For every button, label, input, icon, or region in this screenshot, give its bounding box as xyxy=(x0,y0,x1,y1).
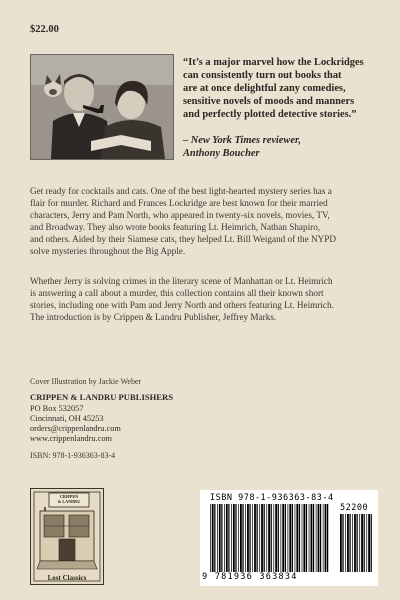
barcode-bar xyxy=(268,504,270,572)
quote-line: and perfectly plotted detective stories.” xyxy=(183,109,357,120)
text-line: stories, including one with Pam and Jerry North and others featuring Lt. Heimrich. xyxy=(30,300,334,310)
barcode-bar xyxy=(281,504,282,572)
barcode-bar xyxy=(221,504,222,572)
quote-line: sensitive novels of moods and manners xyxy=(183,96,355,107)
text-line: and Broadway. They also wrote books featuring Lt. Heimrich, Nathan Shapiro, xyxy=(30,222,321,232)
barcode-bar xyxy=(242,504,243,572)
barcode-bar xyxy=(340,514,342,572)
barcode-bar xyxy=(318,504,320,572)
barcode-bar xyxy=(261,504,263,572)
text-line: characters, Jerry and Pam North, who appeared in twenty-six novels, movies, TV, xyxy=(30,210,330,220)
barcode-bar xyxy=(226,504,228,572)
barcode-bar xyxy=(271,504,272,572)
barcode-bar xyxy=(368,514,370,572)
barcode-bar xyxy=(228,504,229,572)
publisher-email: orders@crippenlandru.com xyxy=(30,424,121,433)
barcode-bar xyxy=(289,504,291,572)
barcode-bar xyxy=(245,504,246,572)
barcode-bar xyxy=(285,504,286,572)
barcode-bar xyxy=(302,504,303,572)
text-line: The introduction is by Crippen & Landru Publisher, Jeffrey Marks. xyxy=(30,312,277,322)
barcode-bar xyxy=(217,504,218,572)
barcode-bar xyxy=(311,504,313,572)
barcode-bar xyxy=(303,504,305,572)
barcode-bar xyxy=(233,504,235,572)
barcode-bar xyxy=(240,504,242,572)
barcode-bar xyxy=(257,504,258,572)
attribution-line: – New York Times reviewer, xyxy=(183,135,302,146)
logo-caption: Lost Classics xyxy=(47,574,87,582)
barcode-bar xyxy=(273,504,274,572)
barcode-bar xyxy=(347,514,349,572)
text-line: Get ready for cocktails and cats. One of the best light-hearted mystery series has a xyxy=(30,186,332,196)
isbn-label: ISBN: 978-1-936363-83-4 xyxy=(30,451,116,460)
logo-sign xyxy=(51,494,87,504)
barcode-bar xyxy=(235,504,236,572)
barcode-bar xyxy=(295,504,296,572)
barcode-bar xyxy=(361,514,363,572)
description-paragraph-1 xyxy=(30,185,375,257)
barcode-bar xyxy=(327,504,328,572)
barcode-bar xyxy=(296,504,298,572)
barcode-bar xyxy=(231,504,232,572)
barcode-isbn: ISBN 978-1-936363-83-4 xyxy=(210,493,334,503)
barcode-bar xyxy=(345,514,346,572)
barcode-bar xyxy=(249,504,250,572)
barcode-bar xyxy=(288,504,289,572)
barcode-bar xyxy=(320,504,321,572)
barcode-bar xyxy=(366,514,367,572)
barcode-bar xyxy=(238,504,239,572)
publisher-block xyxy=(30,392,173,444)
barcode-bar xyxy=(266,504,267,572)
barcode-bar xyxy=(214,504,215,572)
attribution-line: Anthony Boucher xyxy=(183,148,260,159)
barcode-bar xyxy=(219,504,221,572)
review-quote xyxy=(183,56,383,121)
barcode-bar xyxy=(224,504,225,572)
barcode-bar xyxy=(323,504,324,572)
barcode-bar xyxy=(275,504,277,572)
barcode-bar xyxy=(349,514,350,572)
barcode-bar xyxy=(282,504,284,572)
barcode-bar xyxy=(364,514,365,572)
quote-line: can consistently turn out books that xyxy=(183,70,342,81)
barcode-bar xyxy=(352,514,353,572)
barcode-bar xyxy=(354,514,356,572)
text-line: Whether Jerry is solving crimes in the literary scene of Manhattan or Lt. Heimrich xyxy=(30,276,333,286)
description-paragraph-2 xyxy=(30,275,375,323)
text-line: flair for murder. Richard and Frances Lockridge are best known for their married xyxy=(30,198,328,208)
barcode-bar xyxy=(292,504,293,572)
logo-sign-line: CRIPPEN xyxy=(59,494,79,499)
barcode-bar xyxy=(359,514,360,572)
barcode-bar xyxy=(252,504,253,572)
text-line: is answering a call about a murder, this collection contains all their known short xyxy=(30,288,324,298)
barcode-bar xyxy=(247,504,249,572)
barcode-price-code: 52200 xyxy=(340,503,369,513)
text-line: solve mysteries throughout the Big Apple. xyxy=(30,246,186,256)
quote-attribution xyxy=(183,134,383,160)
text-line: and others. Aided by their Siamese cats, they helped Lt. Bill Weigand of the NYPD xyxy=(30,234,337,244)
lost-classics-logo xyxy=(30,488,104,585)
barcode-bar xyxy=(212,504,214,572)
quote-line: are at once delightful zany comedies, xyxy=(183,83,346,94)
barcode-bar xyxy=(299,504,300,572)
publisher-website: www.crippenlandru.com xyxy=(30,434,112,443)
barcode-bar xyxy=(371,514,372,572)
barcode-bar xyxy=(325,504,327,572)
barcode-bar xyxy=(313,504,314,572)
barcode-bar xyxy=(278,504,279,572)
barcode-bar xyxy=(342,514,343,572)
barcode-bar xyxy=(316,504,317,572)
logo-sign-line: & LANDRU xyxy=(57,499,81,504)
author-photo xyxy=(30,54,174,160)
barcode-bar xyxy=(357,514,358,572)
publisher-address: PO Box 532057 xyxy=(30,404,84,413)
barcode-bar xyxy=(264,504,265,572)
barcode-digits: 9 781936 363834 xyxy=(202,572,298,582)
barcode-bar xyxy=(309,504,310,572)
publisher-name: CRIPPEN & LANDRU PUBLISHERS xyxy=(30,392,174,402)
barcode-image xyxy=(200,490,378,586)
barcode-bar xyxy=(259,504,260,572)
quote-line: “It’s a major marvel how the Lockridges xyxy=(183,57,364,68)
barcode-bar xyxy=(210,504,211,572)
price: $22.00 xyxy=(30,24,59,35)
barcode-bar xyxy=(254,504,256,572)
publisher-address: Cincinnati, OH 45253 xyxy=(30,414,104,423)
cover-credit: Cover Illustration by Jackie Weber xyxy=(30,377,142,386)
barcode-bar xyxy=(306,504,307,572)
